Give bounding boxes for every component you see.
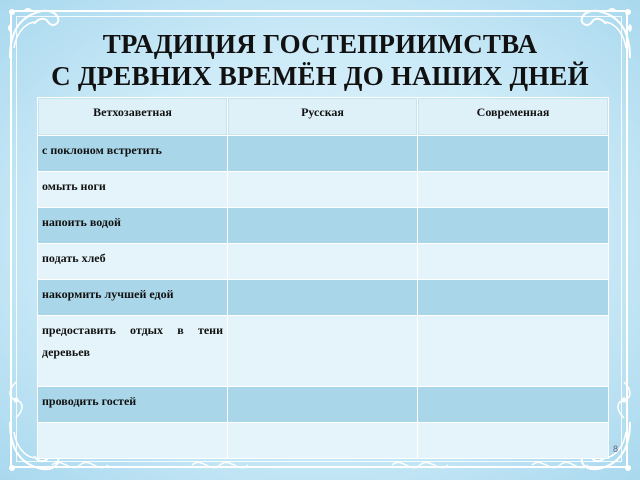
- table-cell-label: проводить гостей: [38, 387, 228, 423]
- table-row: [38, 387, 609, 423]
- table-cell-modern: [418, 136, 609, 172]
- table-row: [38, 423, 609, 459]
- table-cell-label: [38, 423, 228, 459]
- table-cell-modern: [418, 423, 609, 459]
- slide-title: [20, 28, 620, 92]
- table-cell-modern: [418, 172, 609, 208]
- table-cell-russian: [228, 136, 418, 172]
- table-cell-russian: [228, 316, 418, 387]
- slide-title-line-1: ТРАДИЦИЯ ГОСТЕПРИИМСТВА: [102, 29, 538, 59]
- table-cell-russian: [228, 208, 418, 244]
- table-row: [38, 280, 609, 316]
- table-cell-russian: [228, 172, 418, 208]
- column-header-modern: Современная: [418, 98, 609, 136]
- table-cell-russian: [228, 423, 418, 459]
- table-cell-modern: [418, 244, 609, 280]
- table-row: [38, 316, 609, 387]
- slide-title-line-2: С ДРЕВНИХ ВРЕМЁН ДО НАШИХ ДНЕЙ: [51, 61, 589, 91]
- column-header-old-testament: Ветхозаветная: [38, 98, 228, 136]
- side-ornament-icon: [6, 380, 26, 420]
- table-cell-russian: [228, 280, 418, 316]
- slide-number: 8: [612, 444, 618, 454]
- table-cell-russian: [228, 387, 418, 423]
- table-cell-modern: [418, 208, 609, 244]
- table-cell-russian: [228, 244, 418, 280]
- table-cell-label: с поклоном встретить: [38, 136, 228, 172]
- table-cell-modern: [418, 316, 609, 387]
- table-cell-label: предоставить отдых в тени деревьев: [38, 316, 228, 387]
- table-row: [38, 244, 609, 280]
- column-header-russian: Русская: [228, 98, 418, 136]
- table-cell-label: омыть ноги: [38, 172, 228, 208]
- table-cell-label: напоить водой: [38, 208, 228, 244]
- table-cell-label: накормить лучшей едой: [38, 280, 228, 316]
- table-cell-label: подать хлеб: [38, 244, 228, 280]
- table-row: [38, 136, 609, 172]
- side-ornament-icon: [614, 380, 634, 420]
- table-header-row: [38, 98, 609, 136]
- table-cell-modern: [418, 387, 609, 423]
- table-cell-modern: [418, 280, 609, 316]
- table-row: [38, 172, 609, 208]
- table-row: [38, 208, 609, 244]
- hospitality-table: [37, 97, 609, 459]
